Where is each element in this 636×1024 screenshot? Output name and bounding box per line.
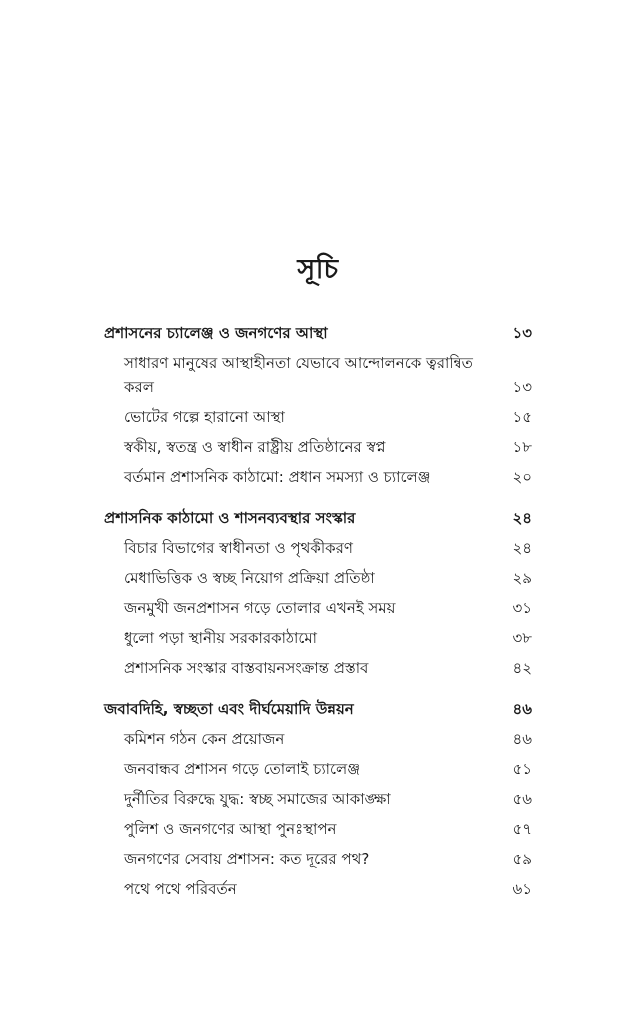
toc-entry-title: বিচার বিভাগের স্বাধীনতা ও পৃথকীকরণ bbox=[124, 539, 353, 557]
toc-entry bbox=[104, 653, 532, 683]
section-heading-title: জবাবদিহি, স্বচ্ছতা এবং দীর্ঘমেয়াদি উন্নয়ন bbox=[104, 700, 354, 718]
toc-entry-page: ৬১ bbox=[512, 880, 532, 898]
section-heading-page: ৪৬ bbox=[512, 700, 532, 718]
section-heading-title: প্রশাসনিক কাঠামো ও শাসনব্যবস্থার সংস্কার bbox=[104, 509, 356, 527]
toc-entry-page: ২৪ bbox=[512, 539, 532, 557]
page-title: সূচি bbox=[297, 254, 339, 285]
toc-entry-title: প্রশাসনিক সংস্কার বাস্তবায়নসংক্রান্ত প্রস্তাব bbox=[124, 659, 369, 677]
toc-entry-page: ১৮ bbox=[512, 438, 532, 456]
section-heading-page: ১৩ bbox=[512, 324, 532, 342]
toc-section bbox=[104, 318, 532, 492]
toc-entry-page: ৪২ bbox=[512, 659, 532, 677]
toc-entry-title: জনগণের সেবায় প্রশাসন: কত দূরের পথ? bbox=[124, 850, 370, 868]
toc-section-heading bbox=[104, 503, 532, 533]
toc-entry bbox=[104, 784, 532, 814]
toc-entry-title: জনমুখী জনপ্রশাসন গড়ে তোলার এখনই সময় bbox=[124, 599, 396, 617]
toc-entry bbox=[104, 814, 532, 844]
toc-entry-page: ৫১ bbox=[512, 760, 532, 778]
toc-section bbox=[104, 503, 532, 683]
section-heading-page: ২৪ bbox=[512, 509, 532, 527]
toc-entry-page: ৪৬ bbox=[512, 730, 532, 748]
toc-entry-page: ২০ bbox=[512, 468, 532, 486]
section-heading-title: প্রশাসনের চ্যালেঞ্জ ও জনগণের আস্থা bbox=[104, 324, 328, 342]
toc-entry-page: ১৩ bbox=[512, 378, 532, 396]
toc-entry-title: পথে পথে পরিবর্তন bbox=[124, 880, 237, 898]
toc-entry bbox=[104, 563, 532, 593]
toc-entry-title: কমিশন গঠন কেন প্রয়োজন bbox=[124, 730, 285, 748]
toc-entry bbox=[104, 844, 532, 874]
toc-entry bbox=[104, 593, 532, 623]
toc-entry-page: ৩৮ bbox=[512, 629, 532, 647]
toc-entry bbox=[104, 432, 532, 462]
toc-section-heading bbox=[104, 694, 532, 724]
toc-entry bbox=[104, 533, 532, 563]
toc-entry bbox=[104, 754, 532, 784]
toc-entry-page: ৫৭ bbox=[512, 820, 532, 838]
toc-entry bbox=[104, 348, 532, 402]
toc-entry-title: জনবান্ধব প্রশাসন গড়ে তোলাই চ্যালেঞ্জ bbox=[124, 760, 361, 778]
toc-entry bbox=[104, 874, 532, 904]
toc-entry bbox=[104, 462, 532, 492]
toc-entry bbox=[104, 402, 532, 432]
toc-entry-title: দুর্নীতির বিরুদ্ধে যুদ্ধ: স্বচ্ছ সমাজের আকাঙ্ক্ষা bbox=[124, 790, 391, 808]
toc-entry-title: মেধাভিত্তিক ও স্বচ্ছ নিয়োগ প্রক্রিয়া প্রতিষ্ঠা bbox=[124, 569, 375, 587]
toc-entry-page: ২৯ bbox=[512, 569, 532, 587]
toc-entry-title: ধুলো পড়া স্থানীয় সরকারকাঠামো bbox=[124, 629, 318, 647]
toc-entry-page: ৫৬ bbox=[512, 790, 532, 808]
toc-entry bbox=[104, 623, 532, 653]
toc-entry-title: সাধারণ মানুষের আস্থাহীনতা যেভাবে আন্দোলনকে ত্বরান্বিত করল bbox=[124, 354, 473, 396]
toc-entry-page: ৫৯ bbox=[512, 850, 532, 868]
toc-section-heading bbox=[104, 318, 532, 348]
toc-section bbox=[104, 694, 532, 904]
toc-entry bbox=[104, 724, 532, 754]
toc-entry-title: ভোটের গল্পে হারানো আস্থা bbox=[124, 408, 285, 426]
toc-entry-title: স্বকীয়, স্বতন্ত্র ও স্বাধীন রাষ্ট্রীয় প্রতিষ্ঠানের স্বপ্ন bbox=[124, 438, 386, 456]
toc-entry-title: পুলিশ ও জনগণের আস্থা পুনঃস্থাপন bbox=[124, 820, 337, 838]
toc-entry-page: ১৫ bbox=[512, 408, 532, 426]
toc-entry-title: বর্তমান প্রশাসনিক কাঠামো: প্রধান সমস্যা ও চ্যালেঞ্জ bbox=[124, 468, 431, 486]
toc-entry-page: ৩১ bbox=[512, 599, 532, 617]
